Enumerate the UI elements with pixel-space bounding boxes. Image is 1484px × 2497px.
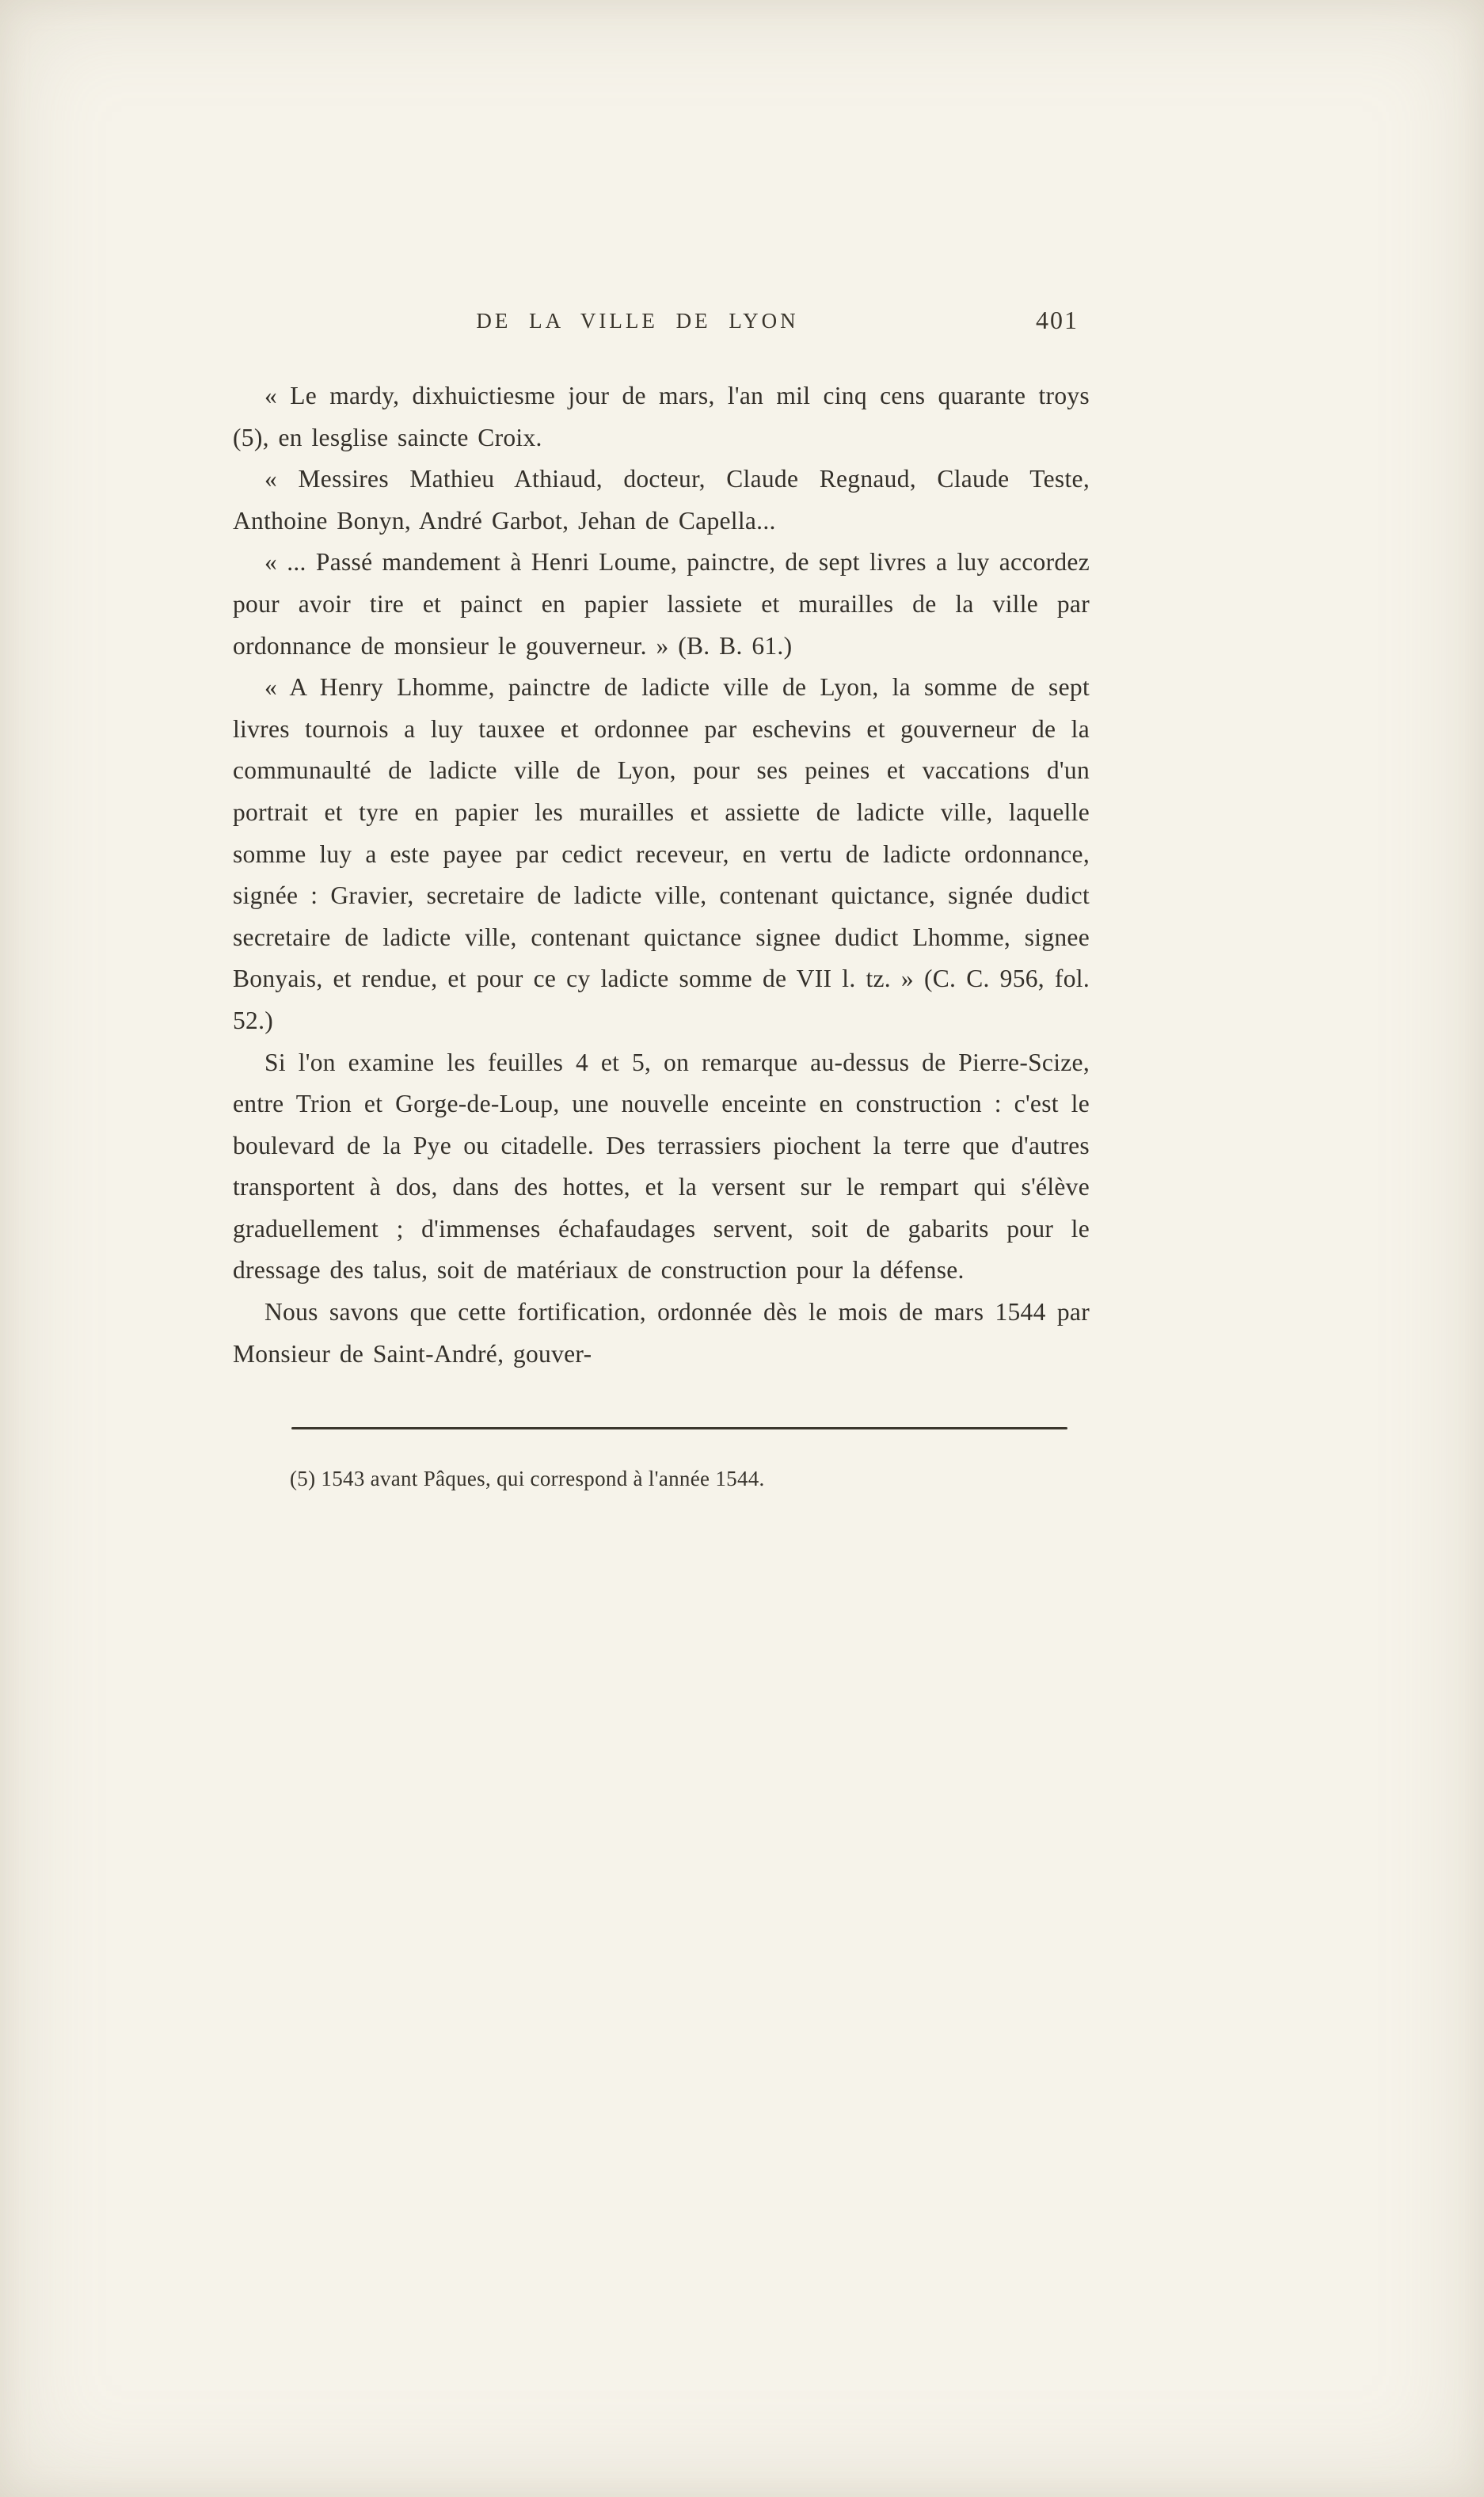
page-number: 401: [1036, 306, 1079, 334]
footnote: (5) 1543 avant Pâques, qui correspond à l'année 1544.: [290, 1467, 765, 1491]
paragraph: Nous savons que cette fortification, ordonnée dès le mois de mars 1544 par Monsieur de Saint-André, gouver-: [233, 1298, 1090, 1368]
paragraph: « ... Passé mandement à Henri Loume, painctre, de sept livres a luy accordez pour avoir tire et painct en papier lassiete et murailles de la ville par ordonnance de monsieur le gouverneur. » (B. B. 61.): [233, 548, 1090, 660]
page-header: [233, 306, 1090, 344]
paragraph: Si l'on examine les feuilles 4 et 5, on remarque au-dessus de Pierre-Scize, entre Trion et Gorge-de-Loup, une nouvelle enceinte en construction : c'est le boulevard de la Pye ou citadelle. Des terrassiers piochent la terre que d'autres transportent à dos, dans des hottes, et la versent sur le rempart qui s'élève graduellement ; d'immenses échafaudages servent, soit de gabarits pour le dressage des talus, soit de matériaux de construction pour la défense.: [233, 1048, 1090, 1285]
running-title: DE LA VILLE DE LYON: [476, 309, 799, 333]
text-block: [233, 306, 1090, 1494]
paragraph: « A Henry Lhomme, painctre de ladicte ville de Lyon, la somme de sept livres tournois a luy tauxee et ordonnee par eschevins et gouverneur de la communaulté de ladicte ville de Lyon, pour ses peines et vaccations d'un portrait et tyre en papier les murailles et assiette de ladicte ville, laquelle somme luy a este payee par cedict receveur, en vertu de ladicte ordonnance, signée : Gravier, secretaire de ladicte ville, contenant quictance, signée dudict secretaire de ladicte ville, contenant quictance signee dudict Lhomme, signee Bonyais, et rendue, et pour ce cy ladicte somme de VII l. tz. » (C. C. 956, fol. 52.): [233, 673, 1090, 1034]
paragraph: « Messires Mathieu Athiaud, docteur, Claude Regnaud, Claude Teste, Anthoine Bonyn, André Garbot, Jehan de Capella...: [233, 465, 1090, 535]
footnote-rule: [291, 1427, 1067, 1429]
paragraph: « Le mardy, dixhuictiesme jour de mars, l'an mil cinq cens quarante troys (5), en lesglise saincte Croix.: [233, 382, 1090, 451]
